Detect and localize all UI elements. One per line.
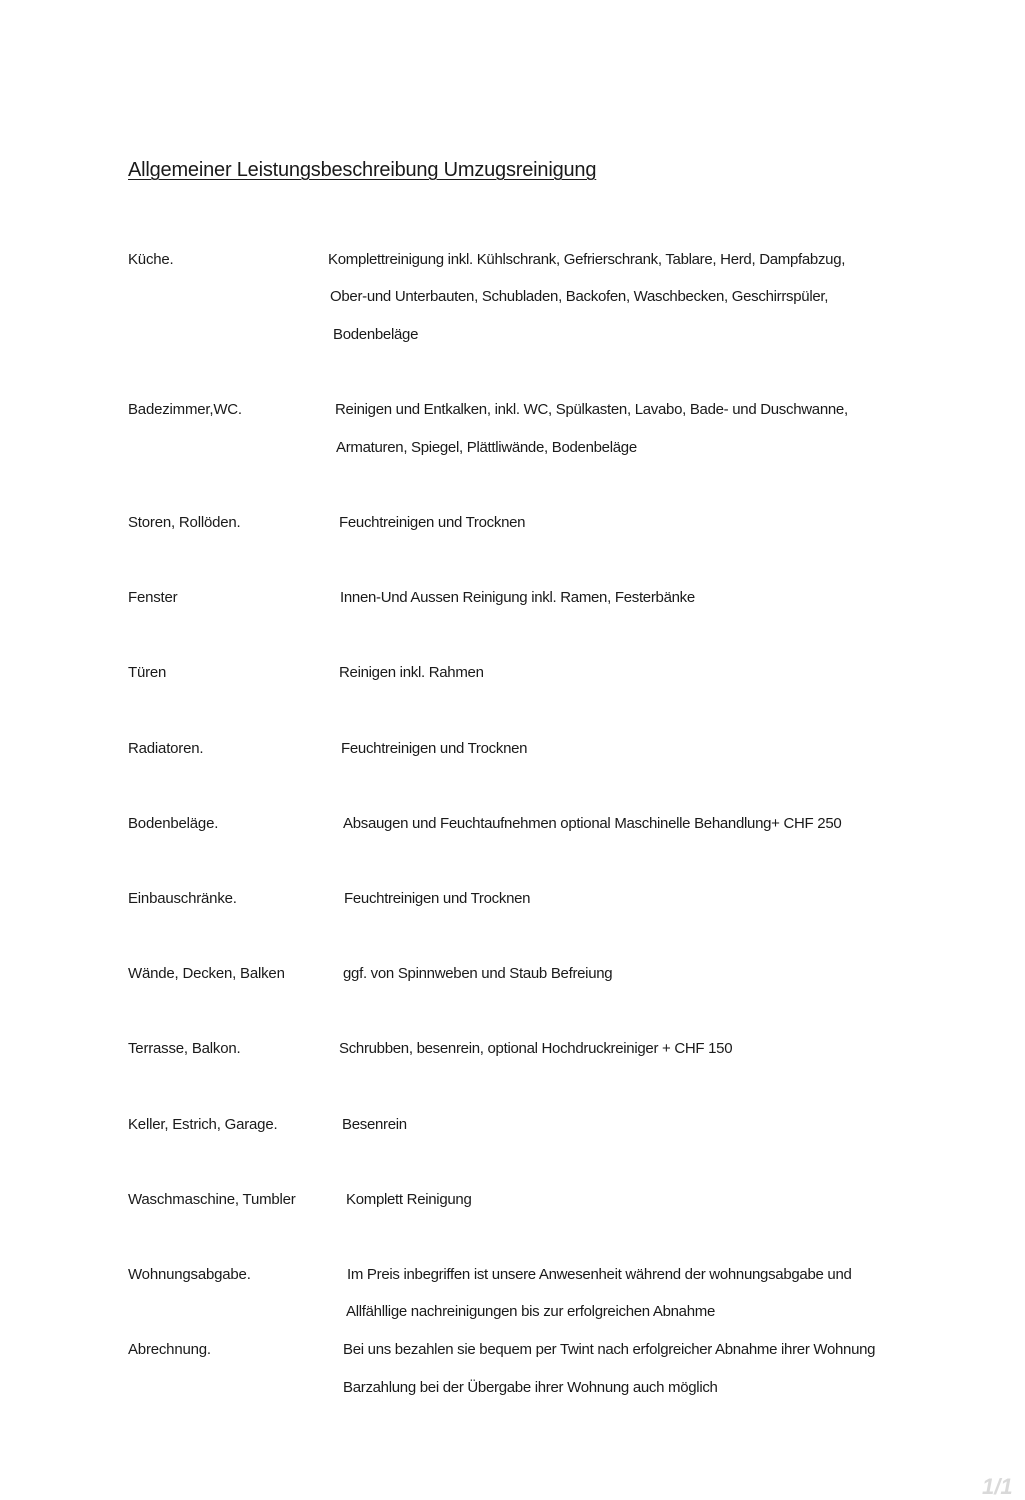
row-desc-line: Armaturen, Spiegel, Plättliwände, Bodenbeläge [336,439,637,456]
row-label-bodenbelaege: Bodenbeläge. [128,815,219,832]
row-label-einbauschraenke: Einbauschränke. [128,890,237,907]
row-desc-line: Im Preis inbegriffen ist unsere Anwesenheit während der wohnungsabgabe und [347,1266,852,1283]
row-desc-line: Ober-und Unterbauten, Schubladen, Backofen, Waschbecken, Geschirrspüler, [330,288,829,305]
row-desc-line: Komplett Reinigung [346,1191,472,1208]
row-label-wohnungsabgabe: Wohnungsabgabe. [128,1266,251,1283]
page-indicator: 1/1 [982,1474,1013,1499]
row-label-abrechnung: Abrechnung. [128,1341,211,1358]
row-desc-line: Feuchtreinigen und Trocknen [341,740,528,757]
row-label-kueche: Küche. [128,251,174,268]
row-desc-line: Allfähllige nachreinigungen bis zur erfolgreichen Abnahme [346,1303,715,1320]
row-label-storen: Storen, Rollöden. [128,514,241,531]
row-label-waende: Wände, Decken, Balken [128,965,285,982]
row-desc-line: Besenrein [342,1116,407,1133]
row-desc-line: Reinigen inkl. Rahmen [339,664,484,681]
row-label-waschmaschine: Waschmaschine, Tumbler [128,1191,296,1208]
row-label-keller: Keller, Estrich, Garage. [128,1116,278,1133]
row-desc-line: Schrubben, besenrein, optional Hochdruckreiniger + CHF 150 [339,1040,733,1057]
row-desc-line: Feuchtreinigen und Trocknen [339,514,526,531]
row-desc-line: ggf. von Spinnweben und Staub Befreiung [343,965,613,982]
row-label-terrasse: Terrasse, Balkon. [128,1040,241,1057]
row-desc-line: Absaugen und Feuchtaufnehmen optional Maschinelle Behandlung+ CHF 250 [343,815,842,832]
document-title: Allgemeiner Leistungsbeschreibung Umzugsreinigung [128,159,597,181]
row-desc-line: Innen-Und Aussen Reinigung inkl. Ramen, Festerbänke [340,589,695,606]
row-desc-line: Feuchtreinigen und Trocknen [344,890,531,907]
row-label-fenster: Fenster [128,589,178,606]
row-desc-line: Bodenbeläge [333,326,419,343]
row-desc-line: Barzahlung bei der Übergabe ihrer Wohnung auch möglich [343,1379,718,1396]
row-desc-line: Bei uns bezahlen sie bequem per Twint nach erfolgreicher Abnahme ihrer Wohnung [343,1341,876,1358]
row-label-radiatoren: Radiatoren. [128,740,204,757]
row-desc-line: Komplettreinigung inkl. Kühlschrank, Gefrierschrank, Tablare, Herd, Dampfabzug, [328,251,846,268]
row-desc-line: Reinigen und Entkalken, inkl. WC, Spülkasten, Lavabo, Bade- und Duschwanne, [335,401,848,418]
row-label-tueren: Türen [128,664,167,681]
row-label-badezimmer: Badezimmer,WC. [128,401,242,418]
